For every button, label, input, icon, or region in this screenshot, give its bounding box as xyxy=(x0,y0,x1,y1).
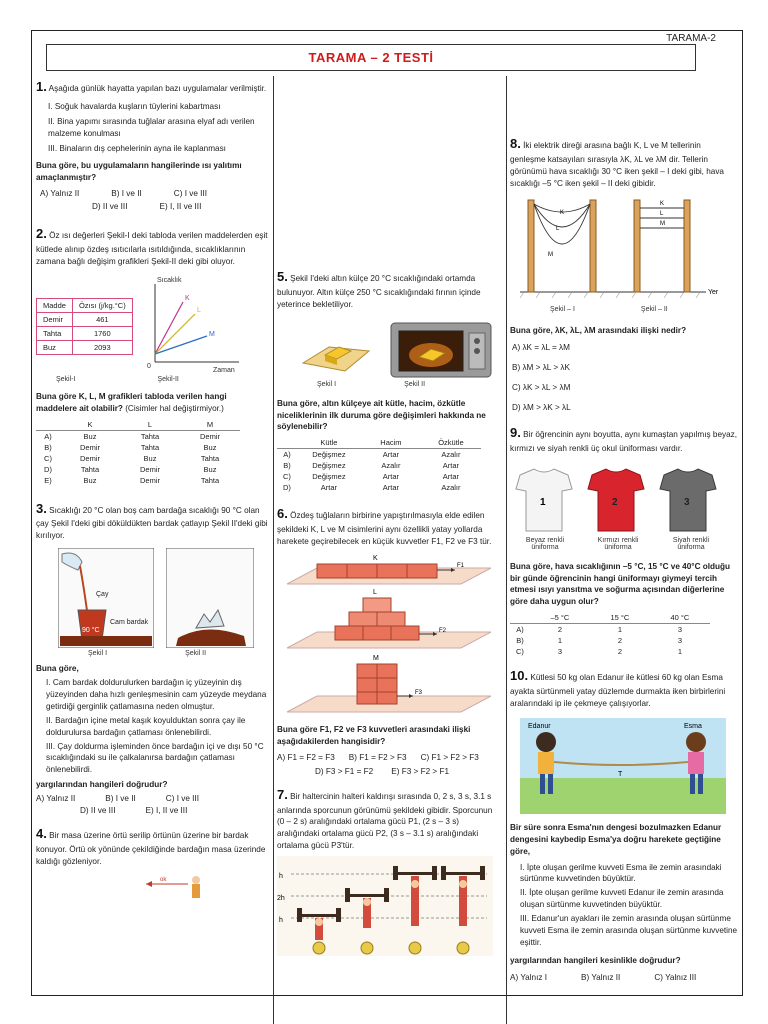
q5-ans-cell: C) xyxy=(283,472,291,482)
q2-ans-cell: Demir xyxy=(200,431,220,441)
q3-item-3: III. Çay doldurma işleminden önce bardağın içi ve dışı 50 °C sıcaklığındaki su ile çalkalanırsa bardağın çatlaması önlenebilirdi. xyxy=(46,741,264,775)
q5-figure-oven xyxy=(389,319,495,379)
q5-ans-cell: Azalır xyxy=(381,461,401,471)
q3-figure-2-caption: Şekil II xyxy=(185,650,207,658)
q2-figure-2-caption: Şekil-II xyxy=(157,375,179,383)
q4-figure-tablecloth xyxy=(126,872,246,902)
q7-intro: Bir haltercinin halteri kaldırışı sırasında 0, 2 s, 3 s, 3.1 s anlarında sporcunun görünümü şekildeki gibidir. Sporcunun (0 – 2 s) aralığındaki ortalama gücü P1, (2 s – 3 s) aralığındaki ortalama gücü P2, (3 s – 3.1 s) aralığındaki ortalama gücü P3'tür. xyxy=(277,791,493,851)
column-divider-1 xyxy=(273,76,274,1024)
question-6 xyxy=(277,505,501,775)
q2-ans-cell: Tahta xyxy=(200,453,220,463)
q2-ans-head xyxy=(36,419,60,431)
q2-option-d[interactable] xyxy=(36,464,240,475)
q5-ans-cell: Artar xyxy=(442,472,460,482)
q3-question: yargılarından hangileri doğrudur? xyxy=(36,780,168,790)
q6-force-1-label: F1 xyxy=(457,562,465,569)
q8-wire-k-label-2: K xyxy=(660,200,665,207)
q1-option-e[interactable]: E) I, II ve III xyxy=(159,202,202,212)
q8-figure-2-caption: Şekil – II xyxy=(640,305,668,313)
q1-item-2: II. Bina yapımı sırasında tuğlalar arasına elyaf adı verilen malzeme konulması xyxy=(48,116,255,138)
q7-number: 7. xyxy=(277,786,288,802)
q2-ans-cell: Buz xyxy=(143,453,157,463)
q5-number: 5. xyxy=(277,269,288,284)
q6-option-d[interactable]: D) F3 > F1 = F2 xyxy=(315,766,374,776)
q2-option-e[interactable] xyxy=(36,475,240,486)
q8-option-a[interactable]: A) λK = λL = λM xyxy=(512,343,570,353)
q2-ans-cell: Tahta xyxy=(140,431,160,441)
q3-temp-label: 90 °C xyxy=(82,627,100,635)
q10-figure-tug-of-war xyxy=(520,718,726,814)
q5-option-b[interactable] xyxy=(277,460,481,471)
q5-intro: Şekil I'deki altın külçe 20 °C sıcaklığındaki ortamda bulunuyor. Altın külçe 250 °C sıcaklığındaki fırının içinde yeterince bekletiliyor. xyxy=(277,274,481,309)
q5-ans-cell: B) xyxy=(283,461,291,471)
q9-answer-table xyxy=(510,612,710,657)
q2-question: Buna göre K, L, M grafikleri tabloda verilen hangi maddelere ait olabilir? xyxy=(36,391,227,413)
q9-uniform-3-label: Siyah renkli üniforma xyxy=(672,536,710,551)
q9-ans-cell: 2 xyxy=(617,636,622,646)
q9-ans-cell: 2 xyxy=(617,647,622,657)
q5-ans-cell: Azalır xyxy=(441,483,461,493)
q2-ans-cell: Buz xyxy=(83,431,97,441)
q1-item-1: I. Soğuk havalarda kuşların tüylerini kabartması xyxy=(48,101,221,111)
q10-item-1: I. İpte oluşan gerilme kuvveti Esma ile zemin arasındaki sürtünme kuvvetinden büyüktür. xyxy=(520,862,722,884)
q6-brick-m xyxy=(357,664,397,704)
q5-answer-table xyxy=(277,437,481,493)
q9-uniform-1-number: 1 xyxy=(540,496,546,508)
q2-line-l-label: L xyxy=(196,306,201,314)
q10-item-3: III. Edanur'un ayakları ile zemin arasında oluşan sürtünme kuvveti Esma ile zemin arasında oluşan sürtünme kuvvetine eşittir. xyxy=(520,914,738,947)
q9-uniform-red xyxy=(588,469,644,531)
q2-table-head-2: Özısı (j/kg.°C) xyxy=(72,298,132,312)
q9-ans-head: 15 °C xyxy=(590,612,650,624)
q2-ans-head: L xyxy=(120,419,180,431)
q3-figure-1-caption: Şekil I xyxy=(88,650,108,658)
q8-option-d[interactable]: D) λM > λK > λL xyxy=(512,403,571,413)
q2-ans-cell: D) xyxy=(44,464,52,474)
q8-option-b[interactable]: B) λM > λL > λK xyxy=(512,363,570,373)
q9-intro: Bir öğrencinin aynı boyutta, aynı kumaştan yapılmış beyaz, kırmızı ve siyah renkli üç okul üniforması vardır. xyxy=(510,429,738,453)
question-1 xyxy=(36,78,268,211)
q1-option-a[interactable]: A) Yalnız II xyxy=(40,189,80,199)
q3-tea-label: Çay xyxy=(96,591,109,599)
q8-wire-l-label: L xyxy=(556,225,560,232)
q5-ans-cell: A) xyxy=(283,450,291,460)
column-middle xyxy=(277,268,501,956)
q7-figure-weightlifter xyxy=(277,856,493,956)
q2-ans-cell: E) xyxy=(44,475,52,485)
q6-option-e[interactable]: E) F3 > F2 > F1 xyxy=(391,766,450,776)
q9-uniform-2-label: Kırmızı renkli üniforma xyxy=(597,536,639,551)
q10-name-edanur: Edanur xyxy=(528,722,551,730)
q3-option-e[interactable]: E) I, II ve III xyxy=(145,806,188,816)
q2-table-cell: 1760 xyxy=(72,326,132,340)
q9-ans-cell: 1 xyxy=(617,625,622,635)
title-box xyxy=(46,44,696,71)
q4-intro: Bir masa üzerine örtü serilip örtünün üzerine bir bardak konuyor. Örtü ok yönünde çekildiğinde bardağın masa üzerinde kaldığı gözleniyor. xyxy=(36,831,266,866)
q1-item-3: III. Binaların dış cephelerinin ayna ile kaplanması xyxy=(48,143,226,153)
q9-uniform-white xyxy=(516,469,572,531)
q7-height-label: 2h xyxy=(277,895,285,903)
q9-ans-cell: C) xyxy=(516,647,524,657)
q2-ans-head: K xyxy=(60,419,120,431)
q6-figure-bricks xyxy=(277,552,497,720)
q8-wire-l-label-2: L xyxy=(660,210,664,217)
q5-ans-cell: D) xyxy=(283,483,291,493)
q5-ans-cell: Artar xyxy=(382,450,400,460)
q1-question: Buna göre, bu uygulamaların hangilerinde ısı yalıtımı amaçlanmıştır? xyxy=(36,161,242,183)
q2-table-head-1: Madde xyxy=(37,298,73,312)
q10-option-a[interactable]: A) Yalnız I xyxy=(510,972,548,982)
q2-line-l xyxy=(155,314,195,354)
q3-lead: Buna göre, xyxy=(36,664,79,674)
q9-ans-cell: 1 xyxy=(677,647,682,657)
q9-ans-cell: 3 xyxy=(677,636,682,646)
q8-figure-power-lines xyxy=(510,194,736,306)
q5-question: Buna göre, altın külçeye ait kütle, hacim, özkütle niceliklerinin ilk duruma göre değişimleri hakkında ne söylenebilir? xyxy=(277,398,486,432)
q9-ans-cell: 1 xyxy=(557,636,562,646)
q1-option-c[interactable]: C) I ve III xyxy=(173,189,207,199)
q2-line-m-label: M xyxy=(208,330,215,338)
q5-ans-cell: Azalır xyxy=(441,450,461,460)
q5-ans-cell: Değişmez xyxy=(312,450,346,460)
q10-intro: Kütlesi 50 kg olan Edanur ile kütlesi 60 kg olan Esma ayakta sürtünmeli yatay düzlemde durmakta iken birbirlerini aralarındaki ip ile çekmeye çalışıyorlar. xyxy=(510,673,726,708)
q2-ans-cell: Demir xyxy=(80,453,100,463)
q5-ans-cell: Artar xyxy=(382,472,400,482)
q9-uniform-2-number: 2 xyxy=(612,496,618,508)
q5-figure-2-caption: Şekil II xyxy=(404,380,426,388)
question-2 xyxy=(36,225,268,485)
q6-option-b[interactable]: B) F1 = F2 > F3 xyxy=(348,752,407,762)
q5-figure-gold-bar xyxy=(299,323,371,379)
q10-number: 10. xyxy=(510,668,529,684)
q3-option-a[interactable]: A) Yalnız II xyxy=(36,794,76,804)
question-8 xyxy=(510,135,738,414)
q9-question: Buna göre, hava sıcaklığının –5 °C, 15 °C ve 40°C olduğu bir günde öğrencinin hangi üniformayı giymeyi tercih etmesi ısıyı yansıtma ve soğurma açısından diğerlerine göre daha uygun olur? xyxy=(510,561,731,607)
question-10 xyxy=(510,667,738,981)
q6-brick-m-label: M xyxy=(373,654,379,662)
q2-option-b[interactable] xyxy=(36,442,240,453)
q9-ans-cell: B) xyxy=(516,636,524,646)
q2-intro: Öz ısı değerleri Şekil-I deki tabloda verilen maddelerden eşit kütlede alınıp özdeş ısıtıcılarla ısıtıldığında, sıcaklıklarının zamana bağlı değişim grafikleri Şekil-II deki gibi oluyor. xyxy=(36,231,268,266)
q8-figure-1-caption: Şekil – I xyxy=(550,305,575,313)
q2-table-cell: 461 xyxy=(72,312,132,326)
q8-intro: İki elektrik direği arasına bağlı K, L ve M tellerinin genleşme katsayıları sırasıyla λK, λL ve λM dir. Tellerin görünümü hava sıcaklığı 30 °C iken şekil – I deki gibi, hava sıcaklığı –5 °C iken şekil – II deki gibidir. xyxy=(510,141,724,188)
q6-option-a[interactable]: A) F1 = F2 = F3 xyxy=(277,752,335,762)
question-4 xyxy=(36,825,268,902)
q6-brick-l-label: L xyxy=(373,588,377,596)
q2-ans-head: M xyxy=(180,419,240,431)
page-title: TARAMA – 2 TESTİ xyxy=(308,50,434,65)
q2-ans-cell: Tahta xyxy=(140,442,160,452)
q2-number: 2. xyxy=(36,226,47,242)
q5-ans-cell: Değişmez xyxy=(312,472,346,482)
q3-glass-label: Cam bardak xyxy=(110,619,149,627)
q1-intro: Aşağıda günlük hayatta yapılan bazı uygulamalar verilmiştir. xyxy=(48,84,267,93)
q8-option-c[interactable]: C) λK > λL > λM xyxy=(512,383,571,393)
q7-height-label: h xyxy=(279,873,283,881)
q6-option-c[interactable]: C) F1 > F2 > F3 xyxy=(420,752,479,762)
q9-ans-cell: 2 xyxy=(557,625,562,635)
question-3 xyxy=(36,500,268,816)
q6-force-3-label: F3 xyxy=(415,689,423,696)
q1-option-d[interactable]: D) II ve III xyxy=(92,202,128,212)
q8-ground-label: Yer xyxy=(708,288,719,296)
q9-ans-cell: 3 xyxy=(677,625,682,635)
q5-option-a[interactable] xyxy=(277,449,481,461)
q3-figure-pouring-tea xyxy=(58,548,154,648)
q6-brick-l xyxy=(335,598,419,640)
q2-ans-cell: Tahta xyxy=(200,475,220,485)
question-9 xyxy=(510,424,738,657)
q5-ans-cell: Artar xyxy=(442,461,460,471)
q3-option-c[interactable]: C) I ve III xyxy=(165,794,199,804)
q2-table-cell: Demir xyxy=(37,312,73,326)
q3-item-1: I. Cam bardak doldurulurken bardağın iç yüzeyinin dış yüzeyinden daha hızlı genleşmesinin cam yüzeyde meydana getirdiği gerginlik çatlamasına neden olmuştur. xyxy=(46,678,267,711)
q6-brick-k xyxy=(317,564,437,578)
q9-option-c[interactable] xyxy=(510,646,710,657)
q2-figure-1-caption: Şekil-I xyxy=(56,375,76,383)
q9-ans-cell: 3 xyxy=(557,647,562,657)
q10-lead: Bir süre sonra Esma'nın dengesi bozulmazken Edanur dengesini kaybedip Esma'ya doğru harekete geçtiğine göre, xyxy=(510,822,722,856)
q10-item-2: II. İpte oluşan gerilme kuvveti Edanur ile zemin arasında oluşan sürtünme kuvvetinden büyüktür. xyxy=(520,888,724,910)
q4-arrow-label: ok xyxy=(160,876,167,883)
question-5 xyxy=(277,268,501,493)
q2-ans-cell: A) xyxy=(44,431,52,441)
q2-line-k-label: K xyxy=(184,294,190,302)
q2-ans-cell: Demir xyxy=(80,442,100,452)
q9-option-a[interactable] xyxy=(510,624,710,636)
q10-option-b[interactable]: B) Yalnız II xyxy=(581,972,621,982)
q9-option-b[interactable] xyxy=(510,635,710,646)
q5-ans-cell: Artar xyxy=(320,483,338,493)
q5-ans-cell: Artar xyxy=(382,483,400,493)
header-tag: TARAMA-2 xyxy=(666,33,716,44)
q3-option-d[interactable]: D) II ve III xyxy=(80,806,116,816)
q5-option-c[interactable] xyxy=(277,471,481,482)
q2-ans-cell: Buz xyxy=(83,475,97,485)
q1-option-b[interactable]: B) I ve II xyxy=(111,189,142,199)
q2-option-c[interactable] xyxy=(36,453,240,464)
q3-option-b[interactable]: B) I ve II xyxy=(105,794,136,804)
q2-axis-origin: 0 xyxy=(146,362,151,370)
q10-name-esma: Esma xyxy=(684,722,702,730)
q8-wire-m-label: M xyxy=(548,251,553,258)
q5-ans-head: Özkütle xyxy=(421,437,481,449)
q2-ans-cell: C) xyxy=(44,453,52,463)
column-divider-2 xyxy=(506,76,507,1024)
q8-wire-m-label-2: M xyxy=(660,220,665,227)
q5-option-d[interactable] xyxy=(277,482,481,493)
q9-uniform-1-label: Beyaz renkli üniforma xyxy=(525,536,565,551)
q9-figure-uniforms xyxy=(510,465,730,535)
q6-number: 6. xyxy=(277,506,288,522)
q9-uniform-black xyxy=(660,469,716,531)
q6-question: Buna göre F1, F2 ve F3 kuvvetleri arasındaki ilişki aşağıdakilerden hangisidir? xyxy=(277,724,471,746)
q2-table-cell: 2093 xyxy=(72,340,132,354)
q2-specific-heat-table xyxy=(36,298,133,355)
q8-number: 8. xyxy=(510,136,521,151)
q2-axis-x: Zaman xyxy=(212,366,235,374)
q5-ans-head: Kütle xyxy=(297,437,361,449)
q5-ans-head xyxy=(277,437,297,449)
q2-ans-cell: Demir xyxy=(140,475,160,485)
q3-item-2: II. Bardağın içine metal kaşık koyulduktan sonra çay ile doldurulursa bardağın çatlaması önlenebilirdi. xyxy=(46,715,246,737)
q9-ans-head: –5 °C xyxy=(530,612,590,624)
q10-option-c[interactable]: C) Yalnız III xyxy=(654,972,697,982)
q7-height-label: h xyxy=(279,917,283,925)
q3-number: 3. xyxy=(36,500,47,516)
q2-ans-cell: B) xyxy=(44,442,52,452)
q6-intro: Özdeş tuğlaların birbirine yapıştırılmasıyla elde edilen şekildeki K, L ve M cisimlerini aynı özellikli yatay yollarda harekete geçirebilecek en küçük kuvvetler F1, F2 ve F3 tür. xyxy=(277,511,492,547)
q9-ans-head xyxy=(510,612,530,624)
q2-temperature-graph xyxy=(143,274,243,374)
q8-wire-k-label: K xyxy=(560,209,565,216)
column-right xyxy=(510,135,738,982)
column-left xyxy=(36,78,268,902)
q2-ans-cell: Demir xyxy=(140,464,160,474)
q2-note: (Cisimler hal değiştirmiyor.) xyxy=(125,403,224,413)
q8-question: Buna göre, λK, λL, λM arasındaki ilişki nedir? xyxy=(510,325,687,335)
q2-answer-table xyxy=(36,419,240,486)
q9-ans-cell: A) xyxy=(516,625,524,635)
q9-uniform-3-number: 3 xyxy=(684,496,690,508)
q6-brick-k-label: K xyxy=(373,554,378,562)
q9-ans-head: 40 °C xyxy=(650,612,710,624)
q10-rope-label: T xyxy=(618,770,623,778)
question-7 xyxy=(277,786,501,956)
q2-ans-cell: Buz xyxy=(203,442,217,452)
q1-number: 1. xyxy=(36,79,47,94)
q2-table-cell: Tahta xyxy=(37,326,73,340)
q4-number: 4. xyxy=(36,826,47,842)
q5-ans-head: Hacim xyxy=(361,437,421,449)
q9-number: 9. xyxy=(510,424,521,440)
q2-ans-cell: Tahta xyxy=(80,464,100,474)
q5-figure-1-caption: Şekil I xyxy=(317,380,337,388)
q5-ans-cell: Değişmez xyxy=(312,461,346,471)
q2-table-cell: Buz xyxy=(37,340,73,354)
q2-axis-y: Sıcaklık xyxy=(156,276,182,284)
q2-option-a[interactable] xyxy=(36,430,240,442)
q3-figure-broken-glass xyxy=(166,548,254,648)
q2-ans-cell: Buz xyxy=(203,464,217,474)
q3-intro: Sıcaklığı 20 °C olan boş cam bardağa sıcaklığı 90 °C olan çay Şekil I'deki gibi döküldükten bardak çatlayıp Şekil II'deki gibi kırılıyor. xyxy=(36,505,268,541)
q10-question: yargılarından hangileri kesinlikle doğrudur? xyxy=(510,955,681,965)
q6-force-2-label: F2 xyxy=(439,627,447,634)
